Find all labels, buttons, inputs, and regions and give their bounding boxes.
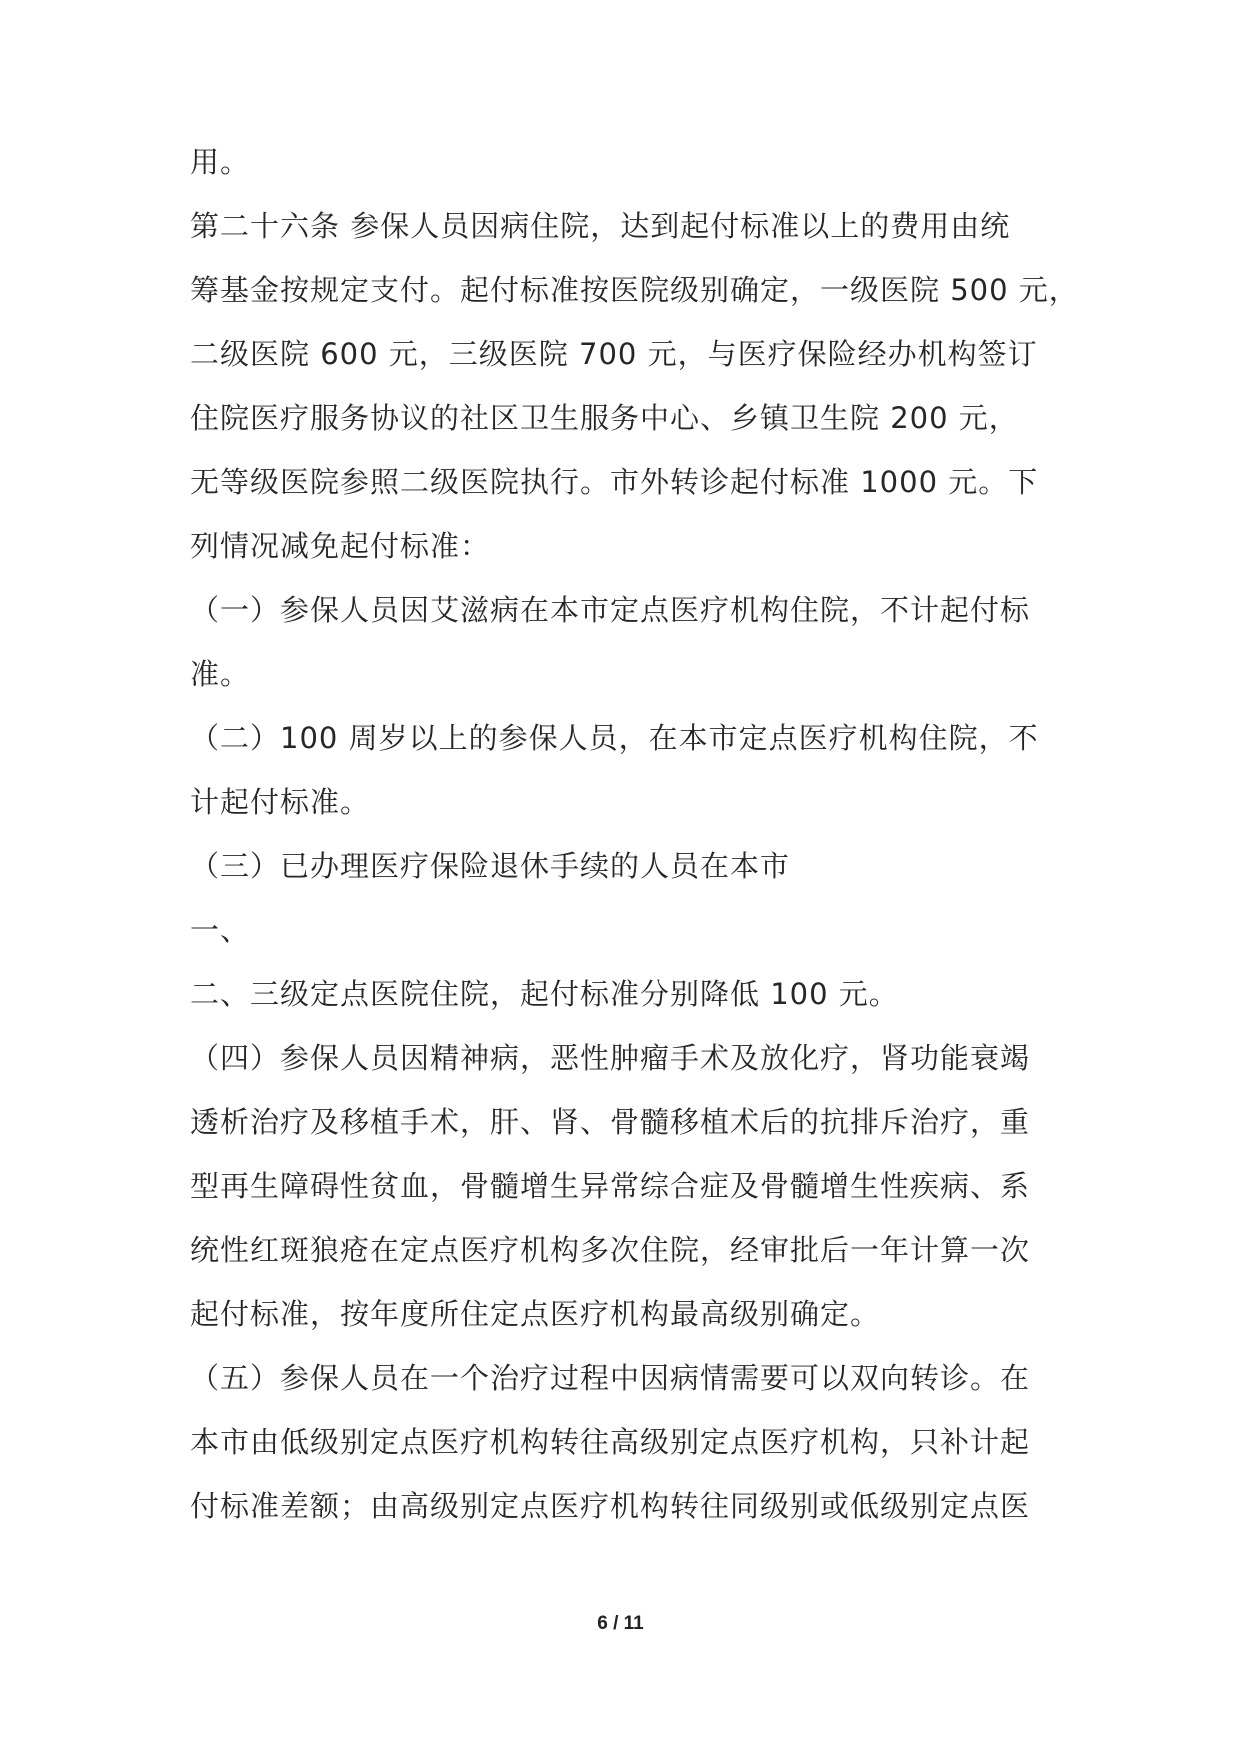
text-line: 二、三级定点医院住院，起付标准分别降低 100 元。 — [190, 977, 899, 1011]
text-line: 住院医疗服务协议的社区卫生服务中心、乡镇卫生院 200 元， — [190, 401, 1019, 435]
text-line: 列情况减免起付标准： — [190, 529, 491, 563]
list-item-line: （四）参保人员因精神病，恶性肿瘤手术及放化疗，肾功能衰竭 — [190, 1041, 1031, 1075]
list-item-line: （一）参保人员因艾滋病在本市定点医疗机构住院，不计起付标 — [190, 593, 1031, 627]
text-line: 付标准差额；由高级别定点医疗机构转往同级别或低级别定点医 — [190, 1489, 1031, 1523]
text-line: 计起付标准。 — [190, 785, 371, 819]
text-line: 型再生障碍性贫血，骨髓增生异常综合症及骨髓增生性疾病、系 — [190, 1169, 1031, 1203]
article-heading-line: 第二十六条 参保人员因病住院，达到起付标准以上的费用由统 — [190, 209, 1011, 243]
list-item-line: （三）已办理医疗保险退休手续的人员在本市 — [190, 849, 791, 883]
text-line: 准。 — [190, 657, 251, 691]
list-item-line: （五）参保人员在一个治疗过程中因病情需要可以双向转诊。在 — [190, 1361, 1031, 1395]
text-line: 二级医院 600 元，三级医院 700 元，与医疗保险经办机构签订 — [190, 337, 1038, 371]
text-line: 筹基金按规定支付。起付标准按医院级别确定，一级医院 500 元， — [190, 273, 1079, 307]
text-line: 用。 — [190, 145, 251, 179]
text-line: 一、 — [190, 913, 251, 947]
text-line: 透析治疗及移植手术，肝、肾、骨髓移植术后的抗排斥治疗，重 — [190, 1105, 1031, 1139]
text-line: 无等级医院参照二级医院执行。市外转诊起付标准 1000 元。下 — [190, 465, 1039, 499]
list-item-line: （二）100 周岁以上的参保人员，在本市定点医疗机构住院，不 — [190, 721, 1039, 755]
text-line: 统性红斑狼疮在定点医疗机构多次住院，经审批后一年计算一次 — [190, 1233, 1031, 1267]
text-line: 起付标准，按年度所住定点医疗机构最高级别确定。 — [190, 1297, 881, 1331]
text-line: 本市由低级别定点医疗机构转往高级别定点医疗机构，只补计起 — [190, 1425, 1031, 1459]
page-number: 6 / 11 — [597, 1613, 644, 1634]
